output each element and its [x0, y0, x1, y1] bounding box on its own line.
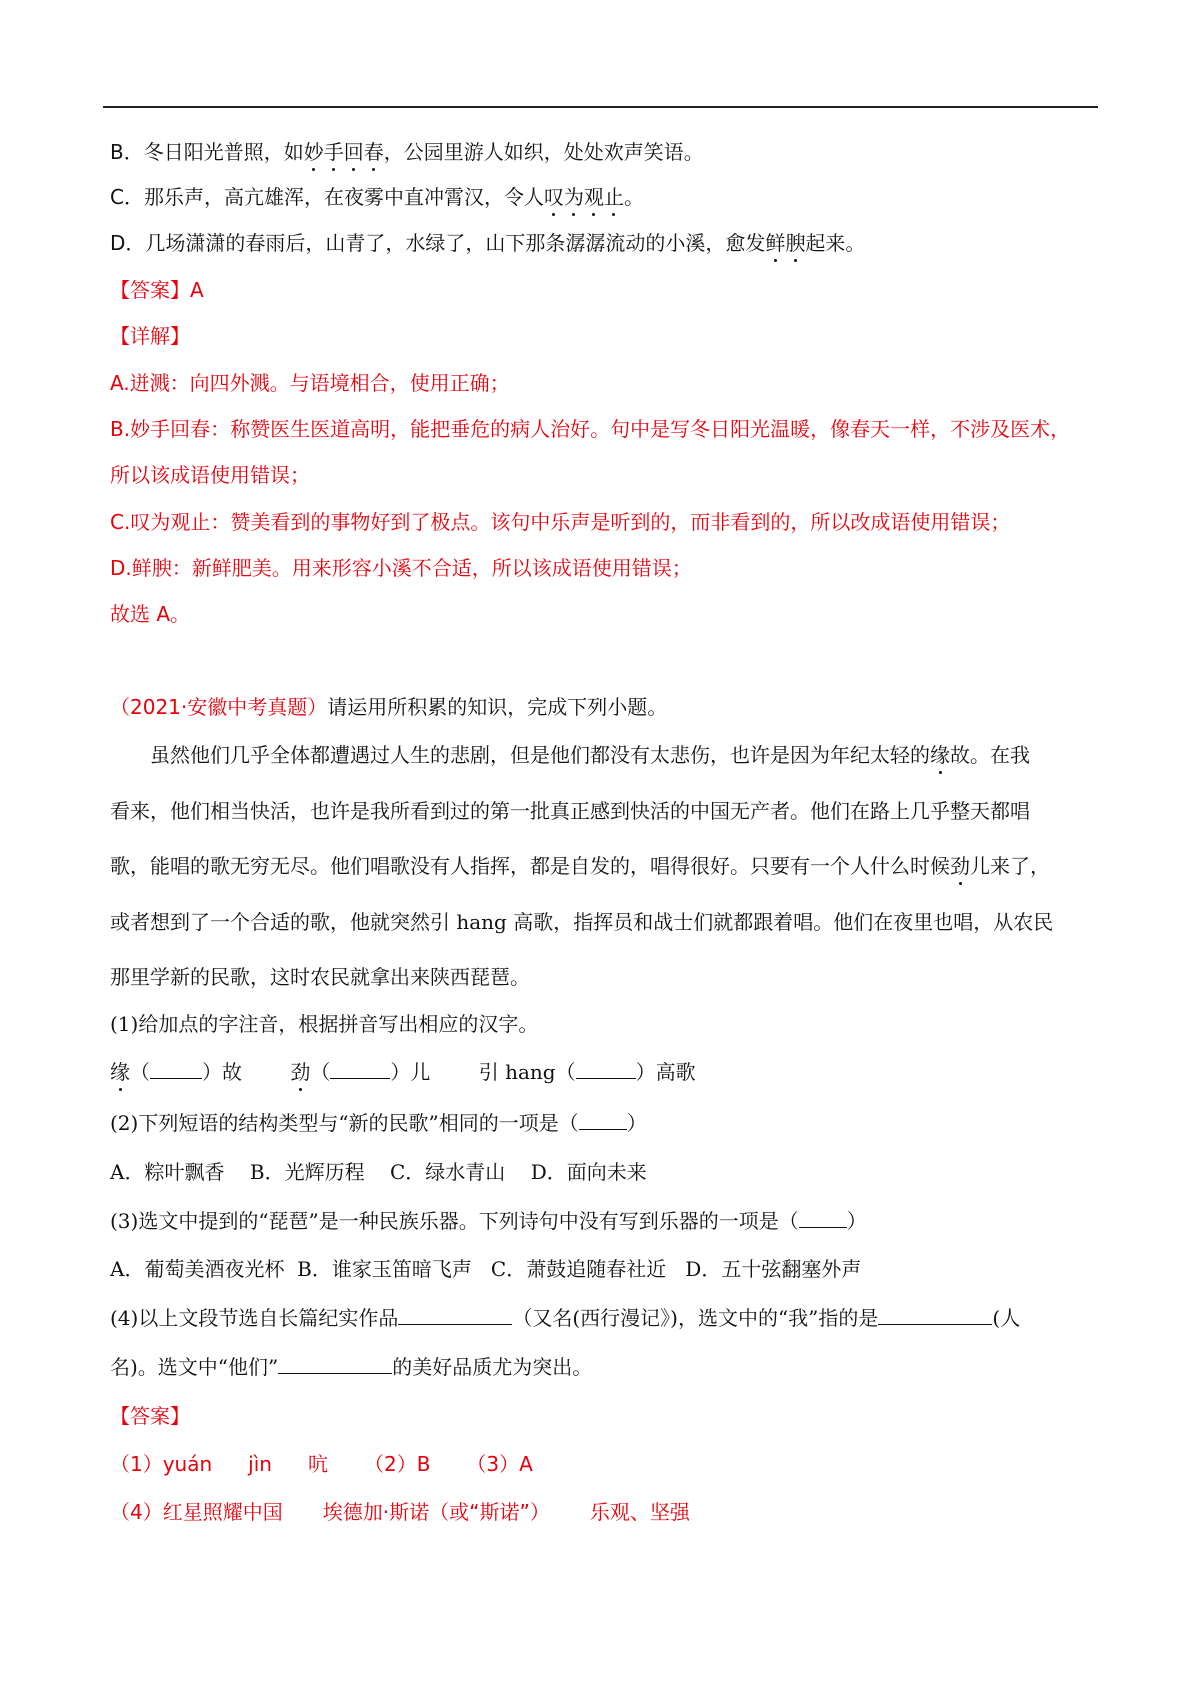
sub3-options: A．葡萄美酒夜光杯 B．谁家玉笛暗飞声 C．萧鼓追随春社近 D．五十弦翻塞外声	[110, 1257, 862, 1281]
emphasis-char: 观	[583, 185, 604, 209]
conclusion: 故选 A。	[110, 602, 191, 626]
answer-line-2: （4）红星照耀中国 埃德加·斯诺（或“斯诺”） 乐观、坚强	[110, 1500, 690, 1524]
blank-2[interactable]	[330, 1058, 390, 1079]
detail-d: D.鲜腴：新鲜肥美。用来形容小溪不合适，所以该成语使用错误；	[110, 556, 692, 580]
blank-1[interactable]	[150, 1058, 202, 1079]
detail-b-line1: B.妙手回春：称赞医生医道高明，能把垂危的病人治好。句中是写冬日阳光温暖，像春天一样，不涉及医术，	[110, 417, 1071, 441]
answer-heading: 【答案】A	[110, 278, 204, 302]
passage-line-5: 那里学新的民歌，这时农民就拿出来陕西琵琶。	[110, 965, 530, 989]
emphasis-char: 劲	[290, 1060, 311, 1084]
passage-line-2: 看来，他们相当快活，也许是我所看到过的第一批真正感到快活的中国无产者。他们在路上几乎整天都唱	[110, 799, 1030, 823]
sub1-prompt: (1)给加点的字注音，根据拼音写出相应的汉字。	[110, 1012, 539, 1036]
option-c: C．那乐声，高亢雄浑，在夜雾中直冲霄汉，令人叹为观止。	[110, 185, 644, 209]
sub4-line2: 名)。选文中“他们” 的美好品质尤为突出。	[110, 1355, 593, 1379]
detail-a: A.迸溅：向四外溅。与语境相合，使用正确；	[110, 371, 510, 395]
blank-work-title[interactable]	[398, 1304, 512, 1325]
emphasis-char: 劲	[950, 854, 970, 878]
detail-c: C.叹为观止：赞美看到的事物好到了极点。该句中乐声是听到的，而非看到的，所以改成语使用错误；	[110, 510, 1011, 534]
emphasis-char: 春	[363, 140, 384, 164]
answer-heading-2: 【答案】	[110, 1404, 190, 1428]
answer-line-1: （1）yuán jìn 吭 （2）B （3）A	[110, 1452, 533, 1476]
emphasis-char: 手	[323, 140, 344, 164]
detail-b-line2: 所以该成语使用错误；	[110, 463, 310, 487]
blank-author[interactable]	[878, 1304, 992, 1325]
emphasis-char: 回	[343, 140, 364, 164]
question-source: （2021·安徽中考真题）	[110, 695, 328, 719]
emphasis-char: 缘	[930, 743, 950, 767]
emphasis-char: 叹	[543, 185, 564, 209]
emphasis-char: 止	[603, 185, 624, 209]
blank-3[interactable]	[576, 1058, 636, 1079]
blank-sub2[interactable]	[579, 1109, 627, 1130]
option-b: B．冬日阳光普照，如妙手回春，公园里游人如织，处处欢声笑语。	[110, 140, 704, 164]
detail-heading: 【详解】	[110, 324, 190, 348]
emphasis-char: 缘	[110, 1060, 130, 1084]
emphasis-char: 鲜	[765, 231, 786, 255]
sub2-prompt: (2)下列短语的结构类型与“新的民歌”相同的一项是（ ）	[110, 1111, 647, 1135]
emphasis-char: 为	[563, 185, 584, 209]
sub3-prompt: (3)选文中提到的“琵琶”是一种民族乐器。下列诗句中没有写到乐器的一项是（ ）	[110, 1209, 867, 1233]
answer-value: A	[190, 278, 204, 302]
sub1-items: 缘（ ）故 劲（ ）儿 引 hang（ ）高歌	[110, 1060, 696, 1084]
option-d: D．几场潇潇的春雨后，山青了，水绿了，山下那条潺潺流动的小溪，愈发鲜腴起来。	[110, 231, 866, 255]
passage-line-3: 歌，能唱的歌无穷无尽。他们唱歌没有人指挥，都是自发的，唱得很好。只要有一个人什么时候劲儿来了，	[110, 854, 1050, 878]
question-prompt: 请运用所积累的知识，完成下列小题。	[327, 695, 668, 719]
question-header	[110, 693, 667, 721]
blank-sub3[interactable]	[799, 1207, 847, 1228]
emphasis-char: 妙	[303, 140, 324, 164]
emphasis-char: 腴	[785, 231, 806, 255]
sub4-line1: (4)以上文段节选自长篇纪实作品 （又名(西行漫记》)，选文中的“我”指的是 (人	[110, 1306, 1021, 1330]
header-rule	[103, 106, 1098, 108]
blank-qualities[interactable]	[278, 1353, 392, 1374]
passage-line-4: 或者想到了一个合适的歌，他就突然引 hang 高歌，指挥员和战士们就都跟着唱。他们在夜里也唱，从农民	[110, 910, 1054, 934]
passage-line-1: 虽然他们几乎全体都遭遇过人生的悲剧，但是他们都没有太悲伤，也许是因为年纪太轻的缘故。在我	[150, 743, 1030, 767]
sub2-options: A．粽叶飘香 B．光辉历程 C．绿水青山 D．面向未来	[110, 1160, 647, 1184]
